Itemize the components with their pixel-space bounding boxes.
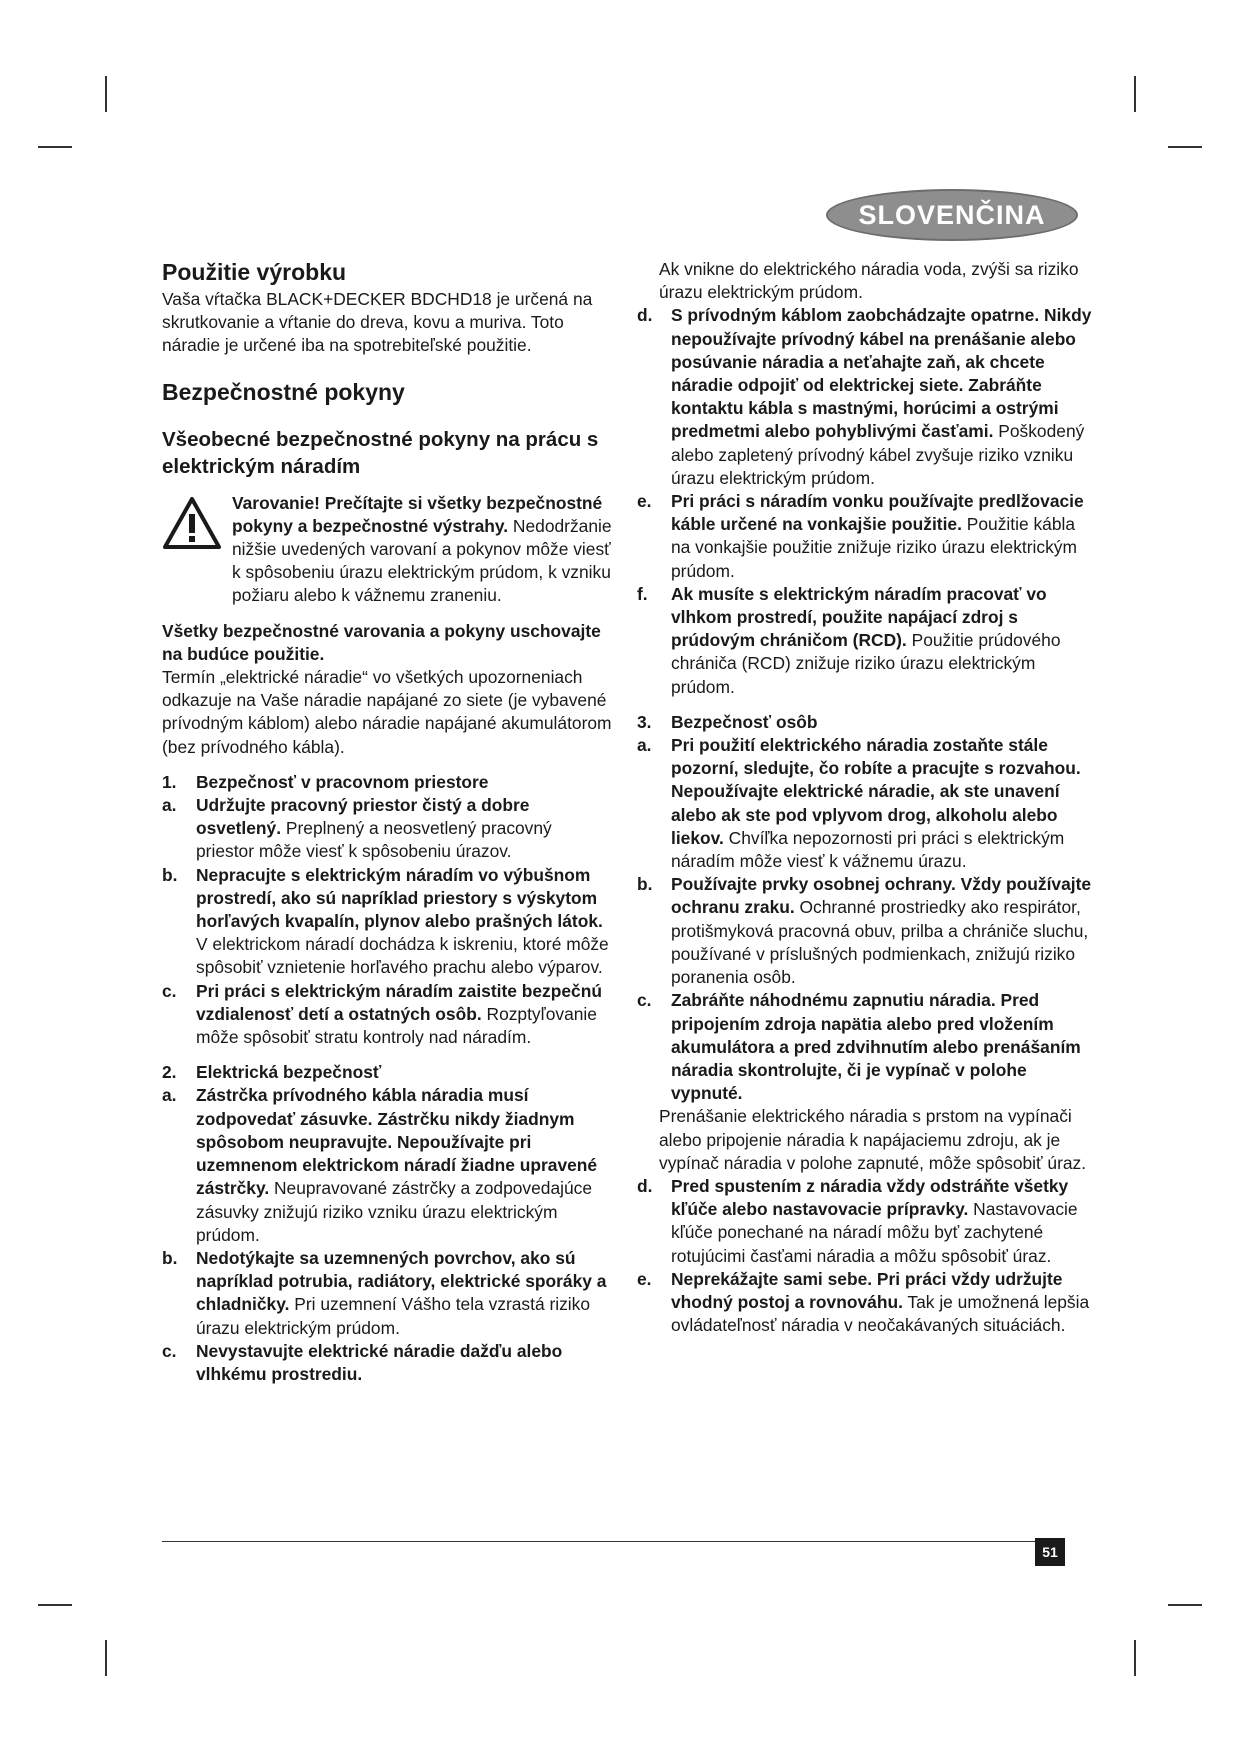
list-item <box>637 304 1092 490</box>
crop-mark <box>105 76 107 112</box>
use-text: Vaša vŕtačka BLACK+DECKER BDCHD18 je určená na skrutkovanie a vŕtanie do dreva, kovu a muriva. Toto náradie je určené iba na spotrebiteľské použitie. <box>162 289 593 356</box>
item-bold: Pri práci s náradím vonku používajte predlžovacie káble určené na vonkajšie použitie. <box>671 491 1084 535</box>
item-bold: Pred spustením z náradia vždy odstráňte všetky kľúče alebo nastavovacie prípravky. <box>671 1175 1069 1220</box>
item-bold: Zabráňte náhodnému zapnutiu náradia. Pred pripojením zdroja napätia alebo pred vložením akumulátora a pred zdvihnutím alebo prenášaním náradia skontrolujte, či je vypínač v polohe vypnuté. <box>671 990 1081 1104</box>
item-text: Ochranné prostriedky ako respirátor, protišmyková pracovná obuv, prilba a chrániče sluchu, používané v príslušných podmienkach, znižujú riziko poranenia osôb. <box>671 897 1089 988</box>
item-letter: c. <box>162 1340 177 1361</box>
item-text: Použitie kábla na vonkajšie použitie znižuje riziko úrazu elektrickým prúdom. <box>671 514 1077 581</box>
item-bold: S prívodným káblom zaobchádzajte opatrne. Nikdy nepoužívajte prívodný kábel na prenášanie alebo posúvanie náradia a neťahajte zaň, ak chcete náradie odpojiť od elektrickej siete. Zabráňte kontaktu kábla s mastnými, horúcimi a ostrými predmetmi alebo pohyblivými časťami. <box>671 305 1092 442</box>
list-item <box>637 989 1092 1105</box>
item-text: Preplnený a neosvetlený pracovný priestor môže viesť k spôsobeniu úrazov. <box>196 818 552 862</box>
item-text: Poškodený alebo zapletený prívodný kábel zvyšuje riziko vzniku úrazu elektrickým prúdom. <box>671 421 1085 488</box>
language-badge-label: SLOVENČINA <box>858 199 1046 230</box>
section-number: 3. <box>637 711 652 732</box>
list-item <box>162 864 614 980</box>
item-bold: Používajte prvky osobnej ochrany. Vždy používajte ochranu zraku. <box>671 874 1092 918</box>
item-text: Nastavovacie kľúče ponechané na náradí môžu byť zachytené rotujúcimi časťami náradia a môžu spôsobiť úraz. <box>671 1199 1078 1266</box>
page-number: 51 <box>1035 1538 1065 1566</box>
keep-instructions: Všetky bezpečnostné varovania a pokyny uschovajte na budúce použitie. <box>162 620 601 664</box>
language-badge <box>826 189 1078 241</box>
item-text: Pri uzemnení Vášho tela vzrastá riziko úrazu elektrickým prúdom. <box>196 1294 591 1338</box>
item-letter: d. <box>637 1175 653 1196</box>
crop-mark <box>1134 1640 1136 1676</box>
list-item <box>637 1175 1092 1268</box>
list-item <box>637 490 1092 583</box>
warning-triangle-icon <box>162 496 222 550</box>
continued-text: Ak vnikne do elektrického náradia voda, zvýši sa riziko úrazu elektrickým prúdom. <box>659 259 1079 303</box>
list-item <box>162 1247 614 1340</box>
list-item <box>162 1084 614 1246</box>
crop-mark <box>1168 146 1202 148</box>
item-bold: Udržujte pracovný priestor čistý a dobre osvetlený. <box>196 795 530 839</box>
warning-bold: Varovanie! Prečítajte si všetky bezpečnostné pokyny a bezpečnostné výstrahy. <box>232 492 603 536</box>
item-bold: Nedotýkajte sa uzemnených povrchov, ako sú napríklad potrubia, radiátory, elektrické sporáky a chladničky. <box>196 1247 607 1315</box>
section-title: Bezpečnosť v pracovnom priestore <box>196 771 489 792</box>
item-letter: b. <box>637 874 653 895</box>
crop-mark <box>38 146 72 148</box>
section-title: Elektrická bezpečnosť <box>196 1062 382 1083</box>
crop-mark <box>105 1640 107 1676</box>
safety-title: Bezpečnostné pokyny <box>162 378 405 405</box>
item-text: Neupravované zástrčky a zodpovedajúce zásuvky znižujú riziko vzniku úrazu elektrickým prúdom. <box>196 1178 593 1245</box>
item-bold: Pri použití elektrického náradia zostaňte stále pozorní, sledujte, čo robíte a pracujte s rozvahou. Nepoužívajte elektrické náradie, ak ste unavení alebo ak ste pod vplyvom drog, alkoholu alebo liekov. <box>671 735 1081 848</box>
item-letter: d. <box>637 305 653 326</box>
footer-rule <box>162 1541 1065 1542</box>
item-letter: a. <box>162 795 177 816</box>
section-number: 2. <box>162 1062 177 1083</box>
continued-text: Prenášanie elektrického náradia s prstom na vypínači alebo pripojenie náradia k napájaciemu zdroju, ak je vypínač náradia v polohe zapnuté, môže spôsobiť úraz. <box>659 1106 1087 1173</box>
item-text: Rozptyľovanie môže spôsobiť stratu kontroly nad náradím. <box>196 1003 597 1048</box>
item-bold: Pri práci s elektrickým náradím zaistite bezpečnú vzdialenosť detí a ostatných osôb. <box>196 980 602 1024</box>
item-letter: c. <box>162 980 177 1001</box>
crop-mark <box>38 1604 72 1606</box>
left-column <box>162 258 614 1386</box>
list-item <box>162 980 614 1050</box>
item-letter: b. <box>162 864 178 885</box>
use-title: Použitie výrobku <box>162 259 347 285</box>
list-item <box>637 1268 1092 1338</box>
item-text: V elektrickom náradí dochádza k iskreniu, ktoré môže spôsobiť vznietenie horľavého prachu alebo výparov. <box>196 934 609 978</box>
general-safety-title: Všeobecné bezpečnostné pokyny na prácu s elektrickým náradím <box>162 427 599 478</box>
list-item <box>637 873 1092 989</box>
section-heading <box>637 711 1092 734</box>
crop-mark <box>1134 76 1136 112</box>
item-letter: f. <box>637 583 648 604</box>
item-bold: Zástrčka prívodného kábla náradia musí zodpovedať zásuvke. Zástrčku nikdy žiadnym spôsobom neupravujte. Nepoužívajte pri uzemnenom elektrickom náradí žiadne upravené zástrčky. <box>196 1085 598 1199</box>
section-heading <box>162 1061 614 1084</box>
list-item <box>162 794 614 864</box>
item-letter: e. <box>637 1268 652 1289</box>
item-letter: a. <box>162 1085 177 1106</box>
item-text: Použitie prúdového chrániča (RCD) znižuje riziko úrazu elektrickým prúdom. <box>671 630 1061 697</box>
warning-block <box>162 492 614 608</box>
item-text: Tak je umožnená lepšia ovládateľnosť náradia v neočakávaných situáciách. <box>671 1291 1090 1336</box>
warning-text: Nedodržanie nižšie uvedených varovaní a pokynov môže viesť k spôsobeniu úrazu elektrickým prúdom, k vzniku požiaru alebo k vážnemu zraneniu. <box>232 515 612 606</box>
item-text: Chvíľka nepozornosti pri práci s elektrickým náradím môže viesť k vážnemu úrazu. <box>671 827 1065 872</box>
item-bold: Nepracujte s elektrickým náradím vo výbušnom prostredí, ako sú napríklad priestory s výskytom horľavých kvapalín, plynov alebo prašných látok. <box>196 864 603 932</box>
list-item <box>637 734 1092 873</box>
section-title: Bezpečnosť osôb <box>671 711 818 732</box>
right-column <box>637 258 1092 1337</box>
list-item <box>637 583 1092 699</box>
list-item <box>162 1340 614 1386</box>
item-letter: b. <box>162 1247 178 1268</box>
item-letter: c. <box>637 990 652 1011</box>
section-number: 1. <box>162 771 177 792</box>
crop-mark <box>1168 1604 1202 1606</box>
term-text: Termín „elektrické náradie“ vo všetkých upozorneniach odkazuje na Vaše náradie napájané zo siete (je vybavené prívodným káblom) alebo náradie napájané akumulátorom (bez prívodného kábla). <box>162 667 612 757</box>
item-bold: Nevystavujte elektrické náradie dažďu alebo vlhkému prostrediu. <box>196 1340 563 1384</box>
section-heading <box>162 771 614 794</box>
item-bold: Ak musíte s elektrickým náradím pracovať vo vlhkom prostredí, použite napájací zdroj s prúdovým chráničom (RCD). <box>671 583 1047 651</box>
item-letter: a. <box>637 735 652 756</box>
item-letter: e. <box>637 491 652 512</box>
item-bold: Neprekážajte sami sebe. Pri práci vždy udržujte vhodný postoj a rovnováhu. <box>671 1268 1063 1312</box>
